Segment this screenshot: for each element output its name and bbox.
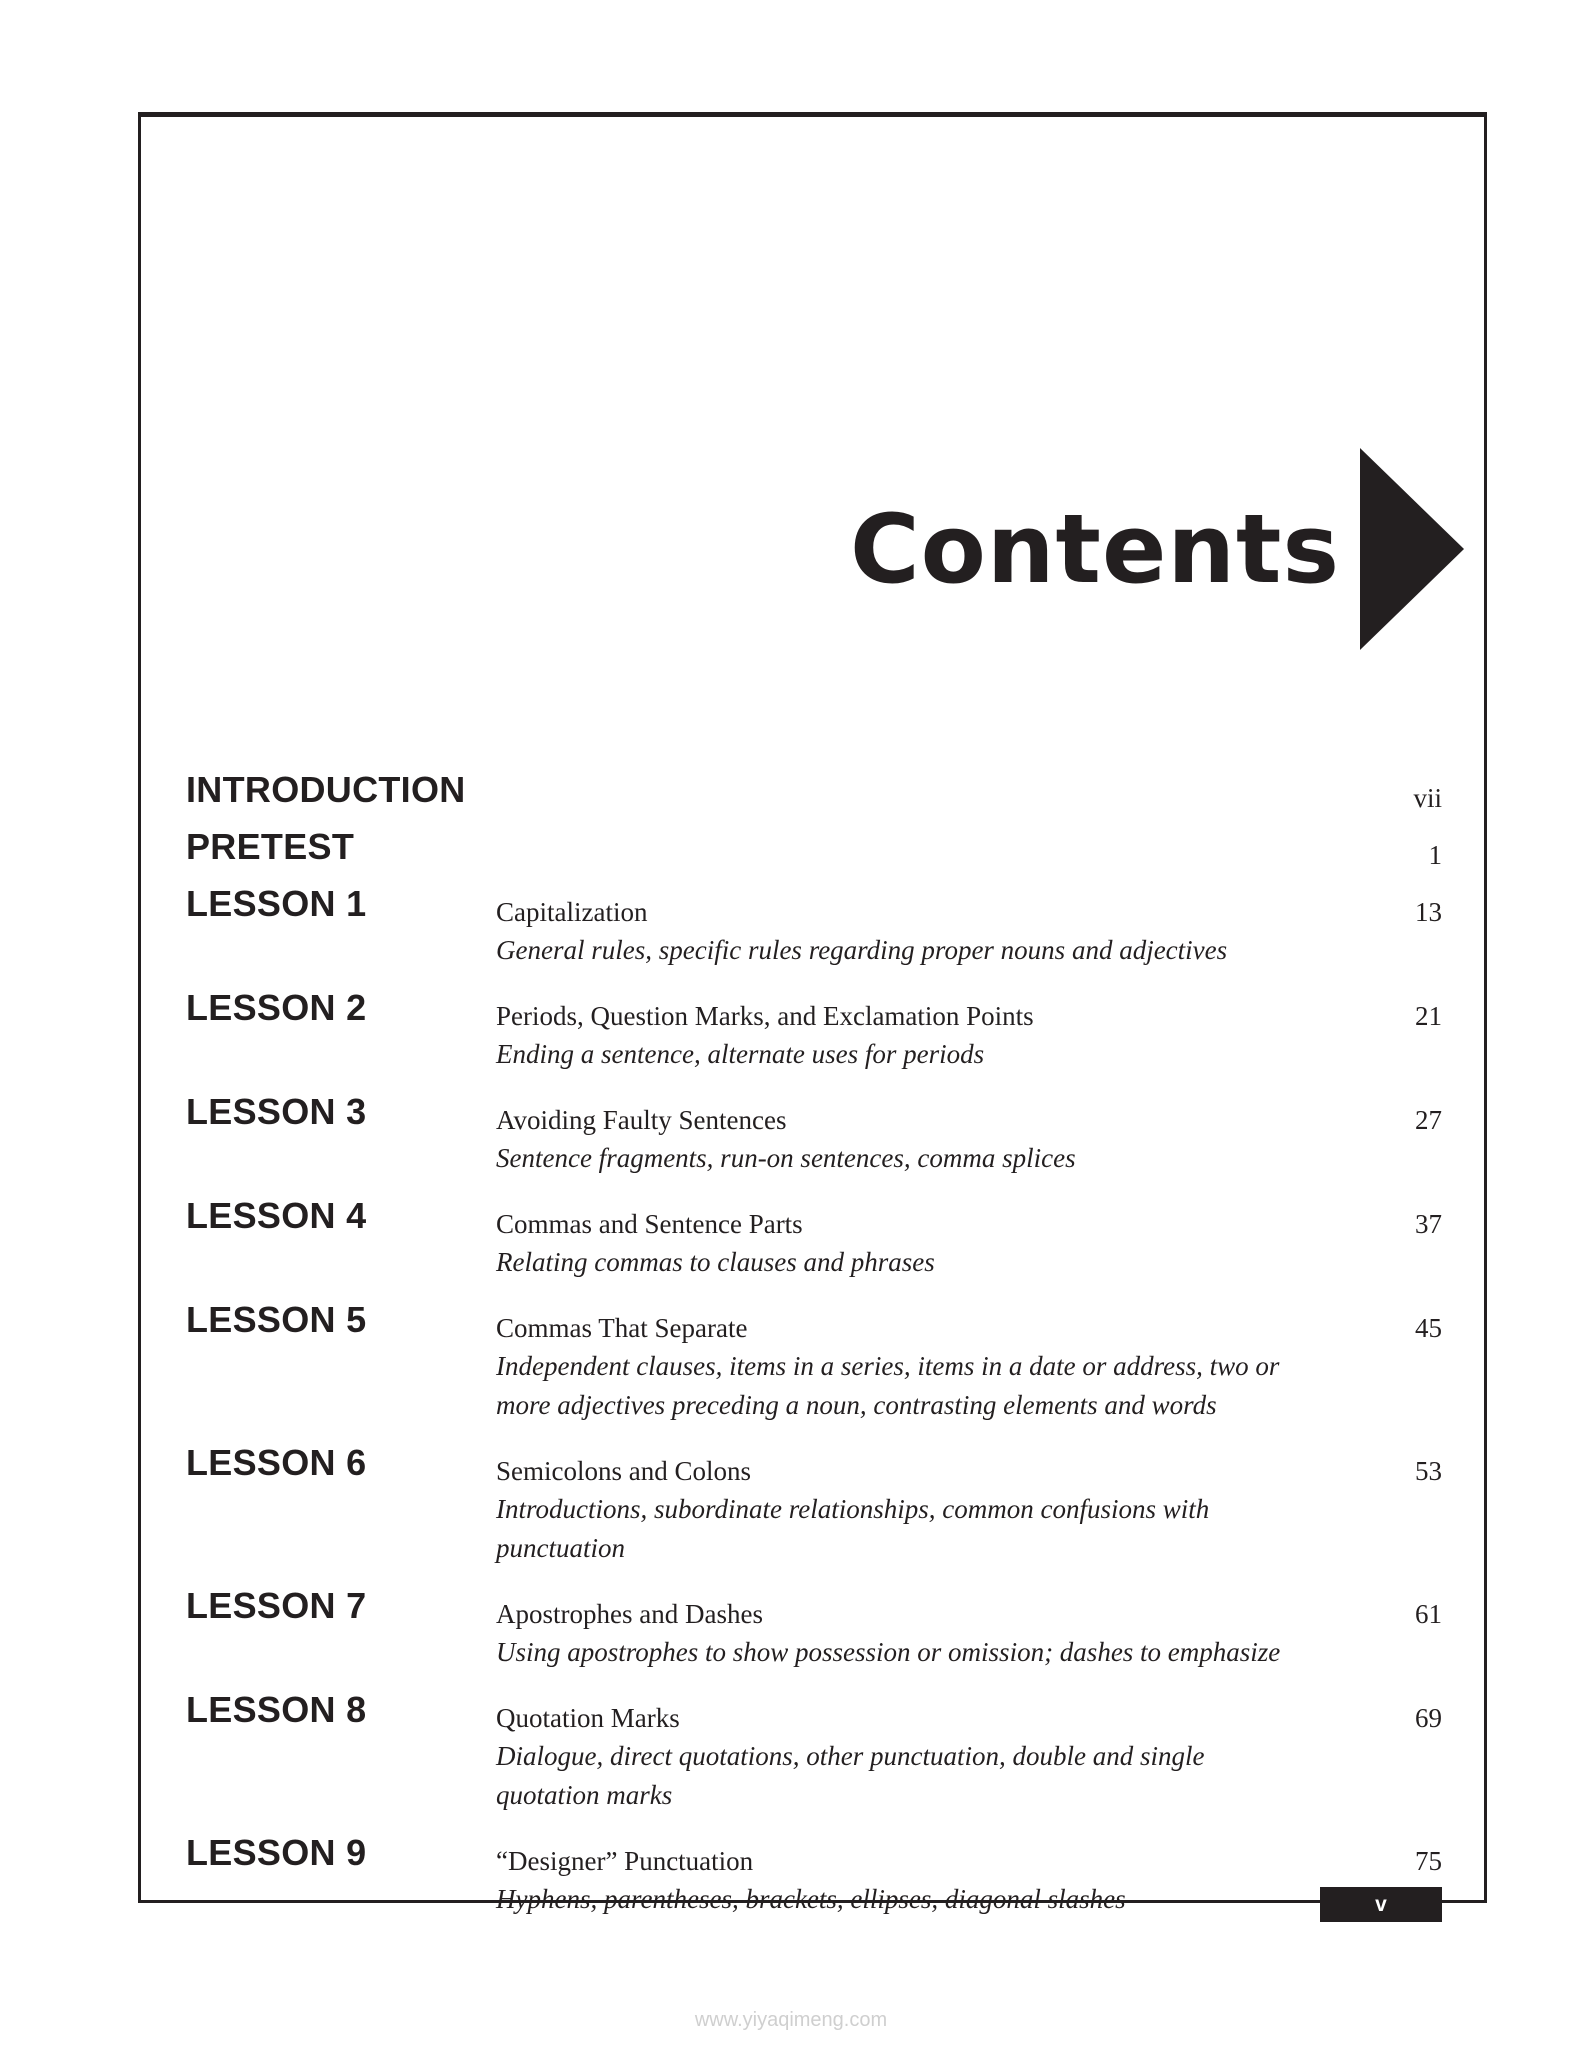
toc-entry-title: Commas That Separate	[496, 1313, 748, 1343]
toc-entry-lesson-7[interactable]	[186, 1586, 1444, 1672]
toc-label: INTRODUCTION	[186, 769, 466, 810]
toc-label: LESSON 2	[186, 987, 367, 1028]
toc-entry-text	[496, 1300, 1444, 1425]
page-number-folio: v	[1320, 1887, 1442, 1922]
toc-page-number: 69	[1415, 1703, 1442, 1733]
toc-page-number: 21	[1415, 1001, 1442, 1031]
page-title: Contents	[849, 494, 1340, 605]
toc-entry-lesson-9[interactable]	[186, 1833, 1444, 1919]
arrow-right-icon	[1360, 448, 1464, 650]
toc-entry-description: Relating commas to clauses and phrases	[496, 1247, 935, 1277]
toc-entry-description: Introductions, subordinate relationships, common confusions with punctuation	[496, 1494, 1210, 1563]
toc-entry-lesson-2[interactable]	[186, 988, 1444, 1074]
toc-page-number: 1	[1428, 840, 1442, 870]
toc-label: LESSON 3	[186, 1091, 367, 1132]
toc-entry-description: Hyphens, parentheses, brackets, ellipses, diagonal slashes	[496, 1884, 1126, 1914]
toc-entry-description: Ending a sentence, alternate uses for periods	[496, 1039, 985, 1069]
toc-entry-text	[496, 1196, 1444, 1282]
toc-entry-lesson-8[interactable]	[186, 1690, 1444, 1815]
toc-entry-title: Avoiding Faulty Sentences	[496, 1105, 787, 1135]
toc-label: LESSON 1	[186, 883, 367, 924]
toc-entry-lesson-4[interactable]	[186, 1196, 1444, 1282]
toc-entry-title: “Designer” Punctuation	[496, 1846, 754, 1876]
toc-entry-description: General rules, specific rules regarding proper nouns and adjectives	[496, 935, 1228, 965]
toc-label: LESSON 5	[186, 1299, 367, 1340]
toc-label: LESSON 8	[186, 1689, 367, 1730]
toc-entry-lesson-5[interactable]	[186, 1300, 1444, 1425]
toc-entry-text	[496, 988, 1444, 1074]
toc-entry-text	[496, 1690, 1444, 1815]
toc-label: LESSON 9	[186, 1832, 367, 1873]
toc-entry-lesson-3[interactable]	[186, 1092, 1444, 1178]
toc-entry-title: Semicolons and Colons	[496, 1456, 751, 1486]
toc-entry-lesson-1[interactable]	[186, 884, 1444, 970]
watermark-text: www.yiyaqimeng.com	[694, 2009, 888, 2031]
toc-page-number: vii	[1413, 783, 1442, 813]
toc-page-number: 37	[1415, 1209, 1442, 1239]
toc-entry-title: Commas and Sentence Parts	[496, 1209, 803, 1239]
toc-entry-title: Periods, Question Marks, and Exclamation Points	[496, 1001, 1034, 1031]
toc-entry-title: Quotation Marks	[496, 1703, 680, 1733]
toc-entry-text	[496, 1092, 1444, 1178]
table-of-contents	[186, 770, 1444, 1937]
toc-entry-text	[496, 1443, 1444, 1568]
toc-page-number: 13	[1415, 897, 1442, 927]
toc-entry-text	[496, 884, 1444, 970]
toc-entry-description: Sentence fragments, run-on sentences, comma splices	[496, 1143, 1076, 1173]
toc-page-number: 61	[1415, 1599, 1442, 1629]
toc-label: LESSON 4	[186, 1195, 367, 1236]
toc-page-number: 45	[1415, 1313, 1442, 1343]
toc-label: LESSON 6	[186, 1442, 367, 1483]
toc-label: LESSON 7	[186, 1585, 367, 1626]
toc-entry-introduction[interactable]	[186, 770, 1444, 827]
toc-entry-description: Independent clauses, items in a series, items in a date or address, two or more adjectives preceding a noun, contrasting elements and words	[496, 1351, 1280, 1420]
toc-label: PRETEST	[186, 826, 355, 867]
toc-entry-pretest[interactable]	[186, 827, 1444, 884]
toc-entry-text	[496, 1833, 1444, 1919]
toc-entry-lesson-6[interactable]	[186, 1443, 1444, 1568]
toc-page-number: 75	[1415, 1846, 1442, 1876]
toc-entry-text	[496, 1586, 1444, 1672]
toc-page-number: 27	[1415, 1105, 1442, 1135]
contents-header	[850, 448, 1464, 650]
toc-entry-title: Apostrophes and Dashes	[496, 1599, 763, 1629]
toc-entry-description: Dialogue, direct quotations, other punctuation, double and single quotation marks	[496, 1741, 1205, 1810]
toc-entry-description: Using apostrophes to show possession or omission; dashes to emphasize	[496, 1637, 1281, 1667]
toc-entry-title: Capitalization	[496, 897, 648, 927]
toc-page-number: 53	[1415, 1456, 1442, 1486]
